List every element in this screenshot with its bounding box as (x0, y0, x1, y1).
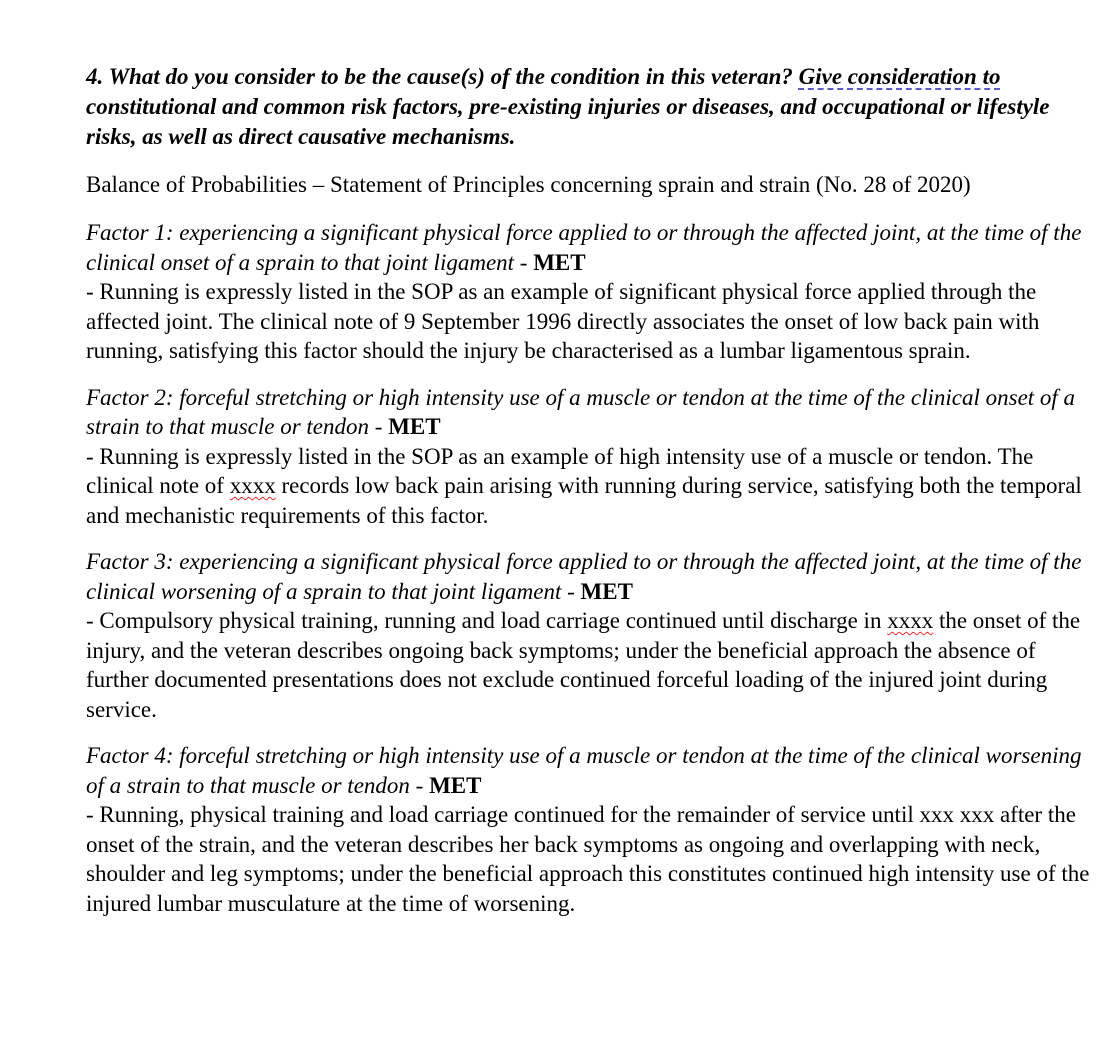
factor-title: Factor 1: experiencing a significant physical force applied to or through the affected joint, at the time of the clinical onset of a sprain to that joint ligament (86, 220, 1082, 275)
factor-reasoning-text: - Running is expressly listed in the SOP as an example of high intensity use of a muscle or tendon. The clinical note of (86, 443, 1034, 498)
factor-reasoning-text-rest: records low back pain arising with running during service, satisfying both the temporal and mechanistic requirements of this factor. (86, 473, 1082, 528)
factor-result: MET (580, 578, 633, 604)
grammar-flagged-text[interactable]: Give consideration to (798, 64, 1001, 89)
factor-result: MET (388, 414, 441, 439)
spelling-flagged-word[interactable]: xxxx (229, 473, 276, 498)
factor-block-4 (86, 741, 1096, 918)
factor-reasoning-text-rest: the onset of the injury, and the veteran describes ongoing back symptoms; under the beneficial approach the absence of further documented presentations does not exclude continued forceful loading of the injured joint during service. (86, 608, 1081, 722)
factor-separator: - (409, 772, 430, 798)
factor-reasoning-text: - Running is expressly listed in the SOP as an example of significant physical force applied through the affected joint. The clinical note of 9 September 1996 directly associates the onset of low back pain with running, satisfying this factor should the injury be characterised as a lumbar ligamentous sprain. (86, 279, 1040, 363)
factor-reasoning (86, 800, 1096, 918)
factor-reasoning (86, 442, 1096, 531)
factor-reasoning (86, 606, 1096, 724)
standard-of-proof-line: Balance of Probabilities – Statement of Principles concerning sprain and strain (No. 28 of 2020) (86, 172, 971, 197)
factor-block-1 (86, 218, 1096, 366)
spelling-flagged-word[interactable]: xxxx (887, 608, 934, 633)
factor-reasoning-text: - Running, physical training and load carriage continued for the remainder of service until xxx xxx after the onset of the strain, and the veteran describes her back symptoms as ongoing and overlapping with neck, shoulder and leg symptoms; under the beneficial approach this constitutes continued high intensity use of the injured lumbar musculature at the time of worsening. (86, 802, 1090, 916)
factor-separator: - (561, 578, 581, 604)
factor-reasoning-text: - Compulsory physical training, running and load carriage continued until discharge in (86, 608, 888, 633)
question-text-rest: constitutional and common risk factors, pre-existing injuries or diseases, and occupational or lifestyle risks, as well as direct causative mechanisms. (86, 94, 1050, 149)
factor-title: Factor 4: forceful stretching or high intensity use of a muscle or tendon at the time of the clinical worsening of a strain to that muscle or tendon (86, 743, 1082, 798)
factor-result: MET (429, 772, 482, 798)
factor-title: Factor 3: experiencing a significant physical force applied to or through the affected joint, at the time of the clinical worsening of a sprain to that joint ligament (86, 549, 1082, 604)
document-page (86, 62, 1096, 935)
factor-block-2 (86, 383, 1096, 531)
factor-separator: - (514, 249, 534, 275)
factor-result: MET (533, 249, 586, 275)
question-heading (86, 62, 1096, 152)
factor-block-3 (86, 547, 1096, 724)
factor-reasoning (86, 277, 1096, 366)
question-text: 4. What do you consider to be the cause(s) of the condition in this veteran? (86, 64, 799, 89)
factor-separator: - (369, 414, 389, 439)
factor-title: Factor 2: forceful stretching or high intensity use of a muscle or tendon at the time of the clinical onset of a strain to that muscle or tendon (86, 384, 1076, 439)
